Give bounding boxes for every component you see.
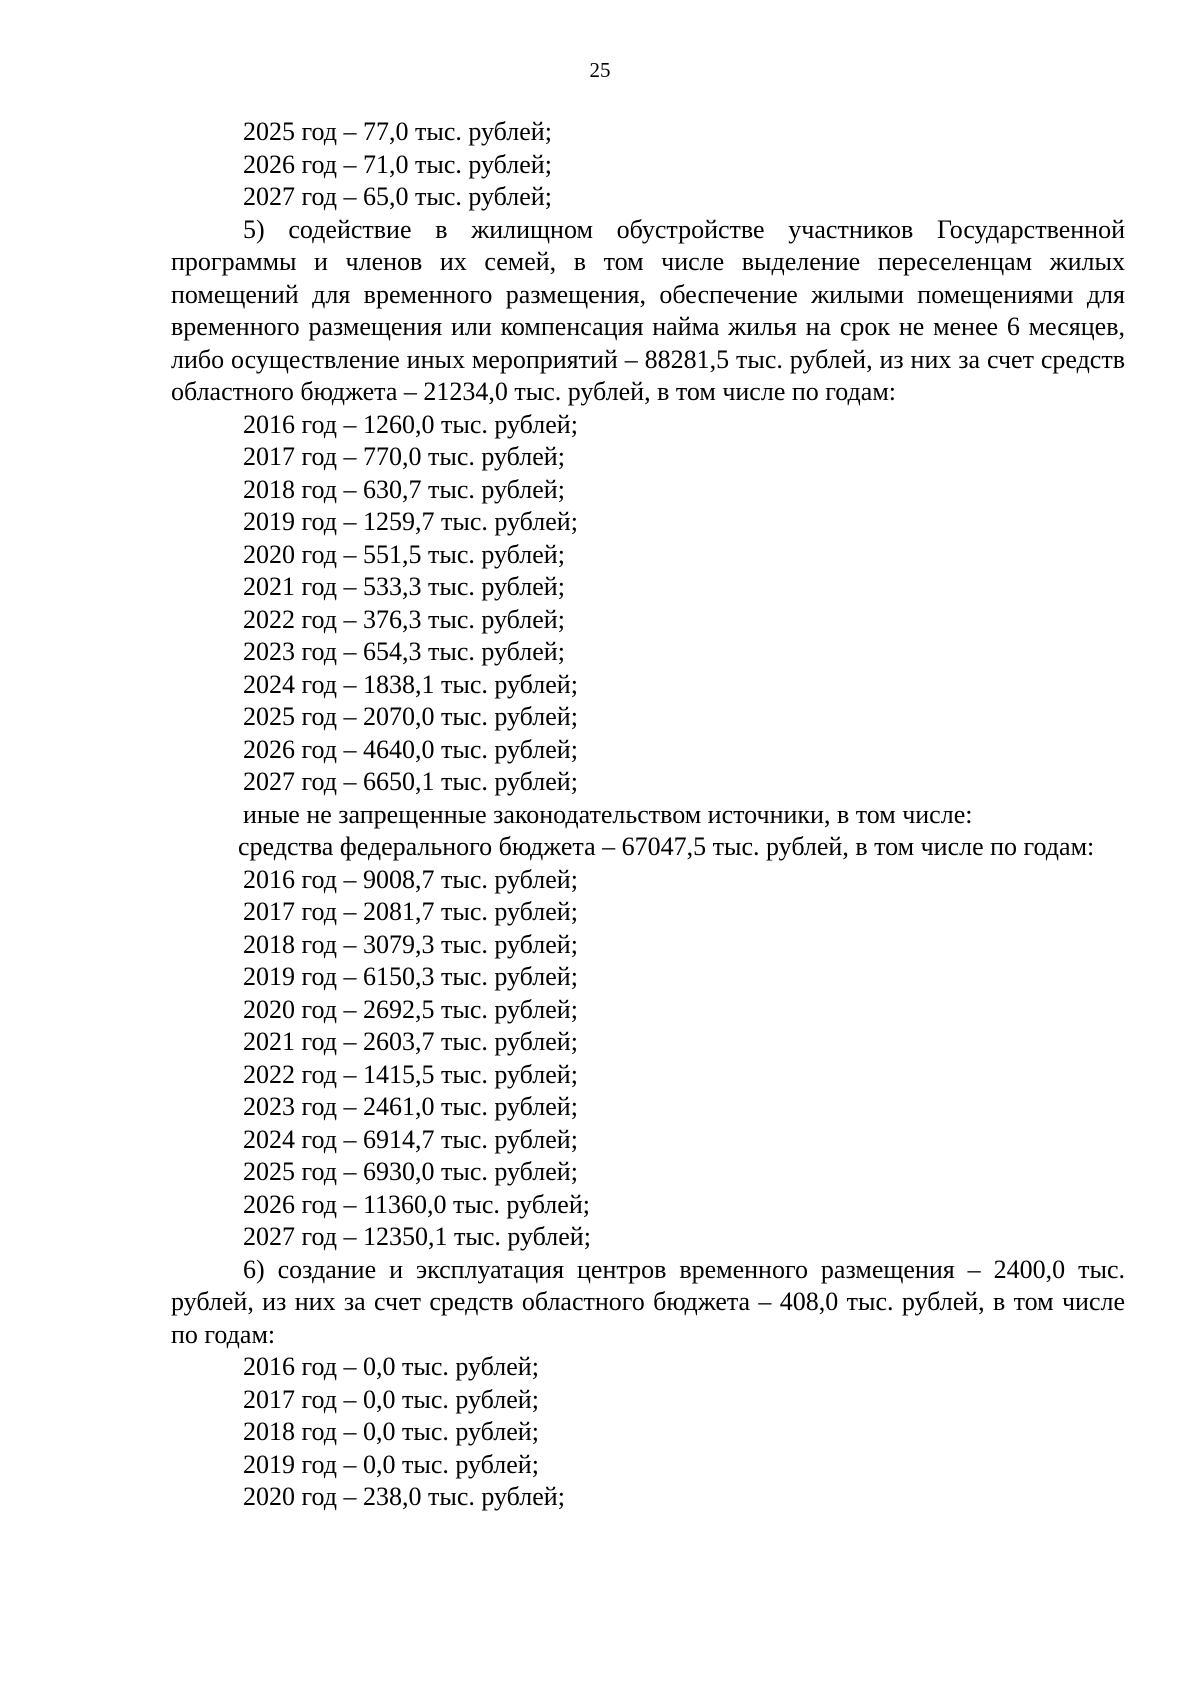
list-item: 2016 год – 0,0 тыс. рублей; [243, 1352, 539, 1381]
year-list-3 [171, 864, 1125, 1254]
list-item: 2017 год – 770,0 тыс. рублей; [243, 442, 565, 471]
list-item: 2027 год – 65,0 тыс. рублей; [243, 182, 552, 211]
list-item: 2025 год – 6930,0 тыс. рублей; [243, 1157, 578, 1186]
list-item: 2016 год – 1260,0 тыс. рублей; [243, 409, 578, 439]
list-item: 2018 год – 3079,3 тыс. рублей; [243, 929, 578, 959]
list-item: 2024 год – 6914,7 тыс. рублей; [243, 1124, 578, 1154]
list-item: 2020 год – 551,5 тыс. рублей; [243, 539, 565, 569]
year-list-1 [171, 116, 1125, 214]
list-item: 2020 год – 2692,5 тыс. рублей; [243, 994, 578, 1024]
list-item: 2019 год – 6150,3 тыс. рублей; [243, 962, 578, 991]
document-body [171, 116, 1125, 1514]
list-item: 2026 год – 71,0 тыс. рублей; [243, 149, 552, 179]
page-number: 25 [589, 58, 611, 82]
list-item: 2023 год – 654,3 тыс. рублей; [243, 637, 565, 666]
list-item: 2025 год – 2070,0 тыс. рублей; [243, 702, 578, 731]
list-item: 2017 год – 0,0 тыс. рублей; [243, 1384, 539, 1414]
list-item: 2018 год – 630,7 тыс. рублей; [243, 474, 565, 504]
other-sources-line: иные не запрещенные законодательством источники, в том числе: [243, 799, 973, 829]
list-item: 2022 год – 376,3 тыс. рублей; [243, 604, 565, 634]
list-item: 2020 год – 238,0 тыс. рублей; [243, 1482, 565, 1511]
year-list-2 [171, 409, 1125, 799]
list-item: 2024 год – 1838,1 тыс. рублей; [243, 669, 578, 699]
list-item: 2027 год – 6650,1 тыс. рублей; [243, 767, 578, 796]
list-item: 2021 год – 533,3 тыс. рублей; [243, 572, 565, 601]
list-item: 2025 год – 77,0 тыс. рублей; [243, 117, 552, 146]
list-item: 2026 год – 4640,0 тыс. рублей; [243, 734, 578, 764]
paragraph-federal-budget: средства федерального бюджета – 67047,5 тыс. рублей, в том числе по годам: [238, 832, 1095, 861]
paragraph-item-6: 6) создание и эксплуатация центров временного размещения – 2400,0 тыс. рублей, из них за счет средств областного бюджета – 408,0 тыс. рублей, в том числе по годам: [171, 1254, 1125, 1349]
list-item: 2023 год – 2461,0 тыс. рублей; [243, 1092, 578, 1121]
list-item: 2017 год – 2081,7 тыс. рублей; [243, 897, 578, 926]
list-item: 2027 год – 12350,1 тыс. рублей; [243, 1222, 591, 1251]
list-item: 2022 год – 1415,5 тыс. рублей; [243, 1059, 578, 1089]
list-item: 2019 год – 0,0 тыс. рублей; [243, 1449, 539, 1479]
list-item: 2019 год – 1259,7 тыс. рублей; [243, 507, 578, 536]
year-list-4 [171, 1351, 1125, 1514]
list-item: 2018 год – 0,0 тыс. рублей; [243, 1417, 539, 1446]
list-item: 2026 год – 11360,0 тыс. рублей; [243, 1189, 590, 1219]
paragraph-item-5: 5) содействие в жилищном обустройстве участников Государственной программы и членов их семей, в том числе выделение переселенцам жилых помещений для временного размещения, обеспечение жилыми помещениями для временного размещения или компенсация найма жилья на срок не менее 6 месяцев, либо осуществление иных мероприятий – 88281,5 тыс. рублей, из них за счет средств областного бюджета – 21234,0 тыс. рублей, в том числе по годам: [171, 214, 1125, 406]
list-item: 2016 год – 9008,7 тыс. рублей; [243, 864, 578, 894]
list-item: 2021 год – 2603,7 тыс. рублей; [243, 1027, 578, 1056]
